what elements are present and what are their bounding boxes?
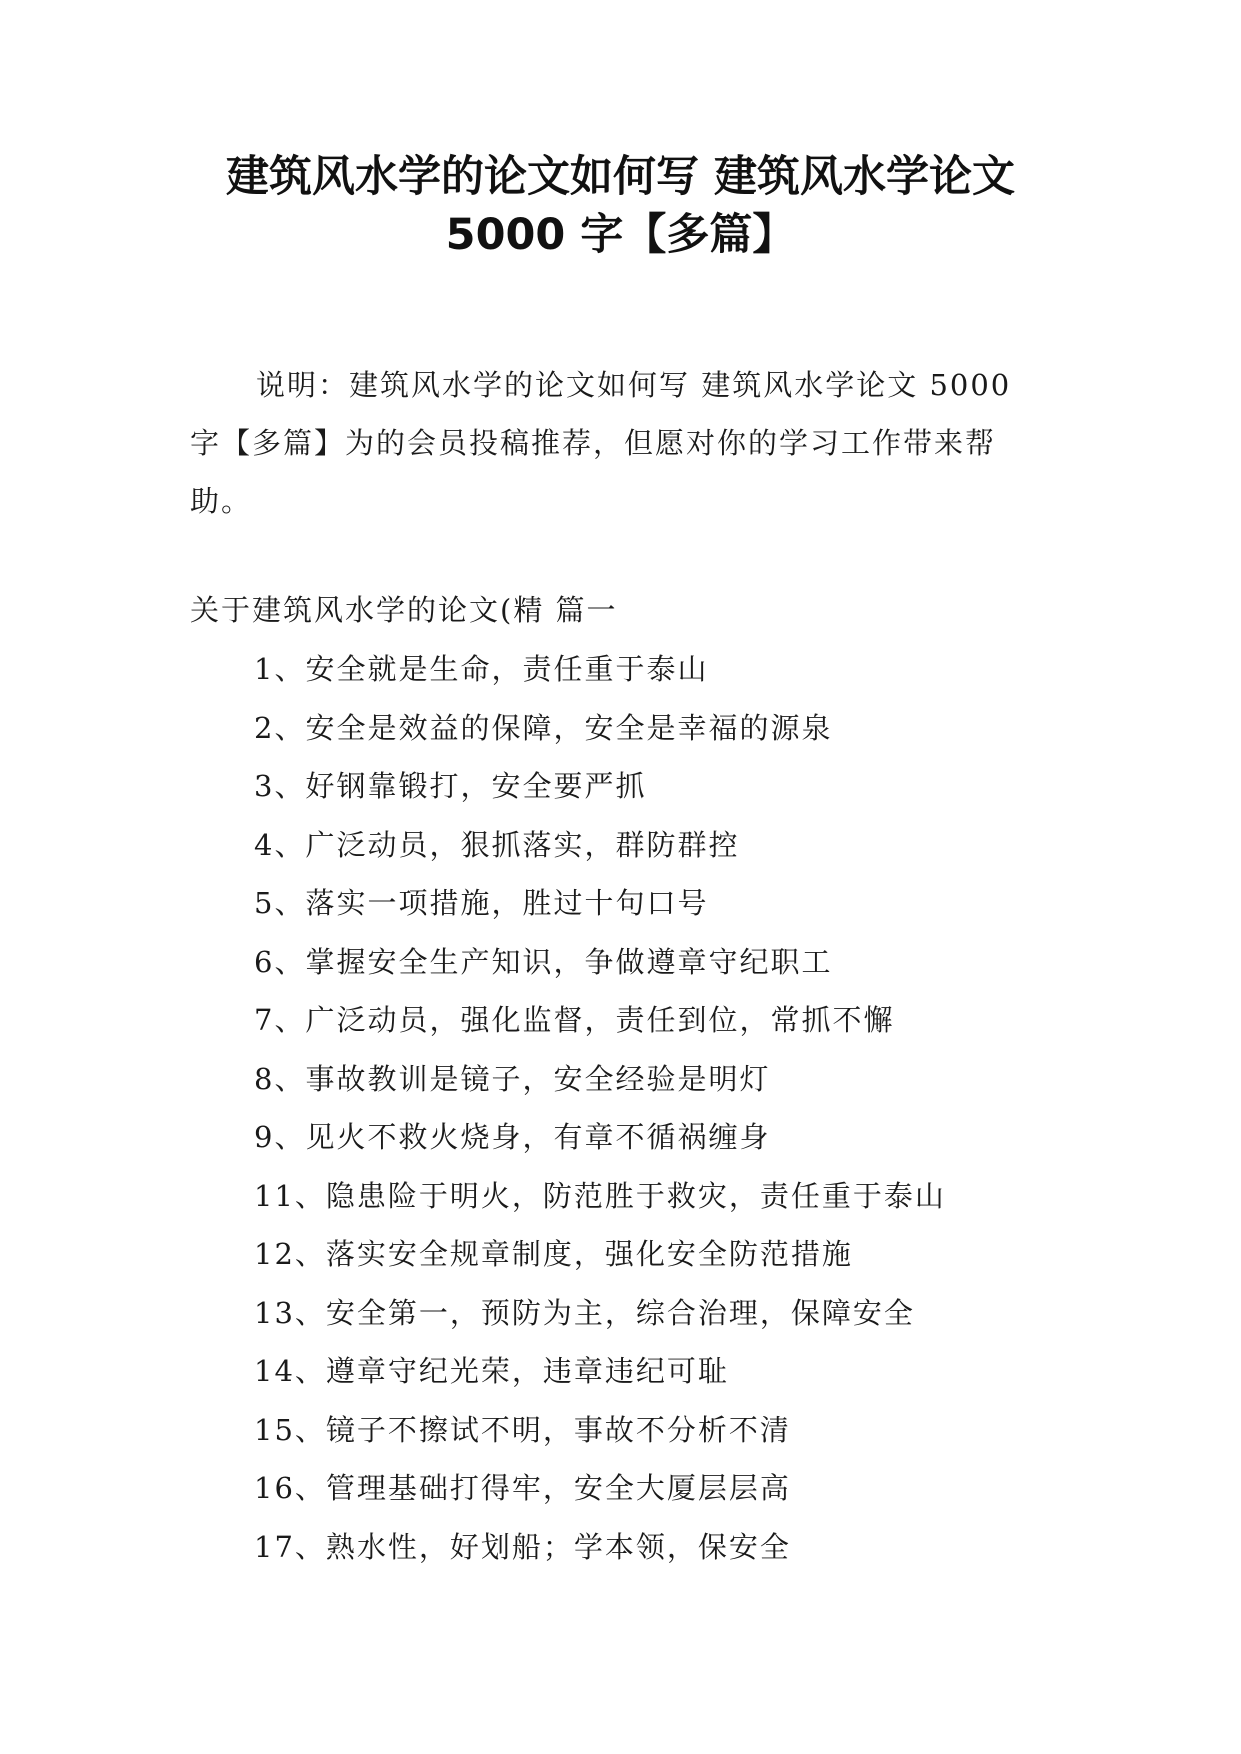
list-item: 11、隐患险于明火，防范胜于救灾，责任重于泰山 (254, 1178, 946, 1213)
list-item: 1、安全就是生命，责任重于泰山 (254, 652, 709, 686)
list-item: 8、事故教训是镜子，安全经验是明灯 (254, 1061, 771, 1096)
list-item: 4、广泛动员，狠抓落实，群防群控 (254, 827, 740, 862)
list-item: 2、安全是效益的保障，安全是幸福的源泉 (254, 710, 833, 745)
list-item: 17、熟水性，好划船；学本领，保安全 (254, 1529, 791, 1564)
list-item: 15、镜子不擦试不明，事故不分析不清 (254, 1412, 791, 1447)
list-item: 13、安全第一，预防为主，综合治理，保障安全 (254, 1295, 915, 1330)
list-item: 12、落实安全规章制度，强化安全防范措施 (254, 1237, 853, 1271)
list-item: 14、遵章守纪光荣，违章违纪可耻 (254, 1354, 729, 1388)
section-heading: 关于建筑风水学的论文(精 篇一 (190, 593, 618, 627)
document-title-line-2: 5000 字【多篇】 (445, 210, 796, 260)
list-item: 9、见火不救火烧身，有章不循祸缠身 (254, 1120, 771, 1154)
slogan-list (254, 649, 1074, 1585)
list-item: 16、管理基础打得牢，安全大厦层层高 (254, 1471, 791, 1505)
document-title-line-1: 建筑风水学的论文如何写 建筑风水学论文 (226, 152, 1015, 202)
document-intro: 说明：建筑风水学的论文如何写 建筑风水学论文 5000 字【多篇】为的会员投稿推荐，但愿对你的学习工作带来帮助。 (190, 368, 1012, 518)
document-title (150, 148, 1091, 264)
list-item: 7、广泛动员，强化监督，责任到位，常抓不懈 (254, 1003, 895, 1037)
list-item: 3、好钢靠锻打，安全要严抓 (254, 769, 647, 803)
list-item: 5、落实一项措施，胜过十句口号 (254, 886, 709, 920)
list-item: 6、掌握安全生产知识，争做遵章守纪职工 (254, 944, 833, 979)
